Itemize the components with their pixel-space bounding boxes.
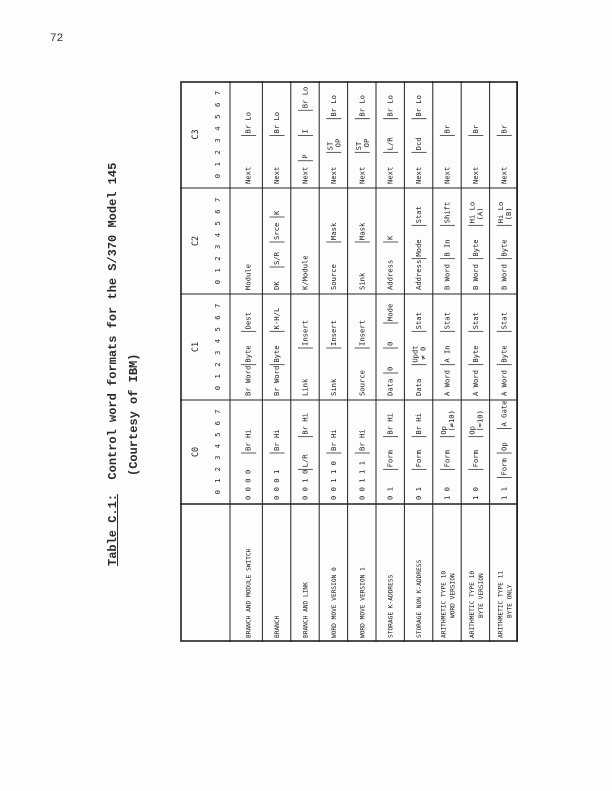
field-c0: Form (442, 450, 452, 468)
field-c2: (A) (475, 207, 485, 221)
bit-number: 6 (213, 102, 222, 107)
field-c0: 1 1 (499, 487, 509, 500)
bit-number: 7 (213, 303, 222, 309)
field-c0: 0 1 (414, 487, 424, 500)
field-c3: Br (442, 124, 452, 134)
row-label-sub: BYTE VERSION (477, 573, 485, 618)
row-label: ARITHMETIC TYPE 10 (440, 570, 448, 638)
caption-subtitle: (Courtesy of IBM) (127, 353, 141, 476)
field-c0: Br Hi (385, 413, 395, 435)
bit-number: 0 (213, 490, 222, 495)
bit-number: 0 (213, 279, 222, 285)
field-c3: Br Lo (300, 86, 310, 109)
field-c0: Op (439, 426, 448, 435)
field-c0: Form (470, 450, 480, 468)
field-c2: Stat (414, 206, 424, 224)
field-c2: B Word (499, 264, 509, 290)
bit-number: 2 (213, 150, 222, 155)
field-c2: (B) (503, 207, 513, 221)
field-c1: Byte (272, 345, 282, 363)
field-c3: Dcd (414, 137, 424, 151)
bit-number: 6 (213, 315, 222, 320)
field-c0: A Gate (499, 400, 509, 427)
table-caption (103, 163, 145, 566)
field-c1: Byte (470, 345, 480, 363)
field-c2: K (385, 235, 395, 240)
caption-label: Table C.1: (106, 493, 120, 566)
bit-number: 5 (213, 432, 222, 437)
field-c1: Br Word (272, 365, 282, 396)
row-label: BRANCH (274, 615, 282, 638)
bit-number: 4 (213, 232, 222, 238)
field-c1: Sink (328, 378, 338, 396)
field-c0: Br Hi (357, 429, 367, 451)
field-c1: Link (300, 378, 310, 396)
field-c0: Br Hi (414, 413, 424, 435)
field-c1: ≠ 0 (418, 346, 428, 360)
field-c1: Byte (499, 345, 509, 363)
bit-number: 5 (213, 327, 222, 332)
field-c1: Dest (243, 312, 253, 330)
control-word-table-svg (180, 81, 518, 642)
field-c0: Br Hi (272, 429, 282, 451)
field-c0: L/R (300, 454, 310, 468)
row-label: WORD MOVE VERSION 1 (359, 567, 367, 638)
field-c3: P (300, 154, 310, 159)
bit-number: 4 (213, 444, 222, 449)
row-label: BRANCH AND MODULE SWITCH (245, 548, 253, 638)
field-c2: Mode (414, 239, 424, 257)
bit-number: 2 (213, 362, 222, 367)
field-c1: A Word (442, 370, 452, 396)
field-c1: A Word (499, 370, 509, 396)
field-c2: Hi Lo (495, 201, 505, 224)
field-c2: Byte (499, 239, 509, 257)
field-c3: Br Lo (414, 95, 424, 117)
row-label: STORAGE NON K-ADDRESS (416, 559, 424, 638)
field-c0: 0 0 1 1 1 (357, 461, 367, 500)
bit-number: 4 (213, 338, 222, 344)
caption-title: Control word formats for the S/370 Model 145 (106, 162, 120, 480)
field-c3: ST (353, 141, 363, 151)
field-c3: Next (300, 166, 310, 184)
field-c3: Next (385, 166, 395, 184)
field-c3: Br Lo (272, 111, 282, 134)
field-c3: Next (357, 166, 367, 184)
field-c0: 0 1 (385, 487, 395, 500)
bit-number: 3 (213, 350, 222, 356)
bit-number: 1 (213, 374, 222, 379)
field-c3: Br Lo (243, 111, 253, 134)
field-c0: 0 0 0 1 (272, 469, 282, 500)
field-c2: Mask (357, 222, 367, 240)
field-c1: Byte (243, 345, 253, 363)
field-c2: K/Module (300, 255, 310, 290)
field-c1: Data (385, 378, 395, 396)
field-c1: Insert (328, 320, 338, 346)
field-c2: K (272, 210, 282, 215)
field-c1: A In (442, 345, 452, 363)
row-label: ARITHMETIC TYPE 10 (468, 570, 476, 638)
field-c1: 0 (385, 341, 395, 346)
field-c3: Br Lo (385, 95, 395, 117)
field-c0: 1 0 (470, 487, 480, 500)
bit-number: 1 (213, 162, 222, 167)
field-c1: 0 (385, 366, 395, 371)
bit-number: 5 (213, 221, 222, 226)
field-c3: Next (499, 166, 509, 184)
field-c1: A Word (470, 370, 480, 396)
field-c2: Address (414, 259, 424, 290)
group-label-c0: C0 (191, 446, 201, 458)
row-label: BRANCH AND LINK (302, 582, 310, 638)
field-c1: Stat (499, 312, 509, 330)
field-c0: Form (499, 458, 509, 476)
field-c3: Next (442, 166, 452, 184)
page-number: 72 (50, 33, 64, 45)
field-c0: Form (414, 450, 424, 468)
field-c3: Br (499, 124, 509, 134)
field-c0: 0 0 0 0 (243, 469, 253, 500)
field-c3: Br Lo (357, 95, 367, 117)
field-c3: Br Lo (328, 95, 338, 117)
field-c2: Module (243, 264, 253, 290)
bit-number: 7 (213, 409, 222, 414)
field-c2: Hi Lo (467, 201, 477, 224)
field-c0: 1 0 (442, 487, 452, 500)
field-c2: Address (385, 259, 395, 290)
bit-number: 1 (213, 268, 222, 273)
field-c1: Insert (300, 320, 310, 346)
field-c2: Srce (272, 222, 282, 240)
field-c1: Updt (410, 345, 420, 363)
field-c2: B Word (470, 264, 480, 290)
field-c2: Shift (442, 201, 452, 224)
field-c1: K-H/L (272, 307, 282, 330)
bit-number: 6 (213, 421, 222, 426)
field-c2: DK (272, 281, 282, 290)
field-c1: Insert (357, 320, 367, 346)
row-label: WORD MOVE VERSION 0 (330, 567, 338, 638)
field-c1: Source (357, 370, 367, 396)
group-label-c1: C1 (191, 341, 201, 353)
bit-number: 0 (213, 173, 222, 179)
field-c3: Next (470, 166, 480, 184)
bit-number: 7 (213, 90, 222, 96)
field-c2: Mask (328, 222, 338, 240)
field-c3: Next (414, 166, 424, 184)
field-c2: Source (328, 264, 338, 290)
control-word-table (180, 81, 518, 642)
bit-number: 0 (213, 385, 222, 391)
field-c3: I (300, 129, 310, 134)
bit-number: 1 (213, 478, 222, 483)
field-c3: Next (243, 166, 253, 184)
field-c3: Next (328, 166, 338, 184)
row-label-sub: WORD VERSION (449, 573, 457, 618)
field-c0: Op (499, 442, 509, 451)
bit-number: 5 (213, 114, 222, 119)
field-c1: Stat (470, 312, 480, 330)
field-c2: S/R (272, 252, 282, 265)
bit-number: 6 (213, 209, 222, 214)
field-c0: (=10) (475, 410, 485, 432)
bit-number: 2 (213, 467, 222, 472)
bit-number: 3 (213, 244, 222, 250)
field-c0: (≠10) (447, 410, 456, 432)
bit-number: 7 (213, 197, 222, 203)
field-c1: Mode (385, 303, 395, 321)
field-c3: OP (333, 138, 343, 148)
bit-number: 2 (213, 256, 222, 261)
field-c3: ST (325, 141, 335, 151)
row-label-sub: BYTE ONLY (506, 584, 514, 618)
field-c2: Byte (470, 239, 480, 257)
field-c1: Data (414, 378, 424, 396)
field-c0: Op (467, 426, 477, 435)
field-c0: Br Hi (243, 429, 253, 451)
field-c1: Stat (442, 312, 452, 330)
field-c0: 0 0 1 0 (300, 469, 310, 500)
field-c3: Br (470, 124, 480, 134)
field-c0: Form (385, 450, 395, 468)
bit-number: 4 (213, 126, 222, 131)
group-label-c3: C3 (191, 129, 201, 140)
row-label: STORAGE K-ADDRESS (387, 574, 395, 638)
field-c2: B In (442, 239, 452, 257)
bit-number: 3 (213, 455, 222, 460)
field-c1: Stat (414, 312, 424, 330)
field-c1: Br Word (243, 365, 253, 396)
field-c3: L/R (385, 137, 395, 151)
row-label: ARITHMETIC TYPE 11 (497, 570, 505, 638)
field-c3: OP (361, 138, 371, 148)
field-c3: Next (272, 166, 282, 184)
field-c2: B Word (442, 264, 452, 290)
field-c0: 0 0 1 1 0 (328, 461, 338, 500)
field-c0: Br Hi (300, 413, 310, 435)
table-border (181, 82, 517, 641)
group-label-c2: C2 (191, 235, 201, 247)
field-c2: Sink (357, 272, 367, 290)
field-c0: Br Hi (328, 429, 338, 451)
bit-number: 3 (213, 138, 222, 143)
